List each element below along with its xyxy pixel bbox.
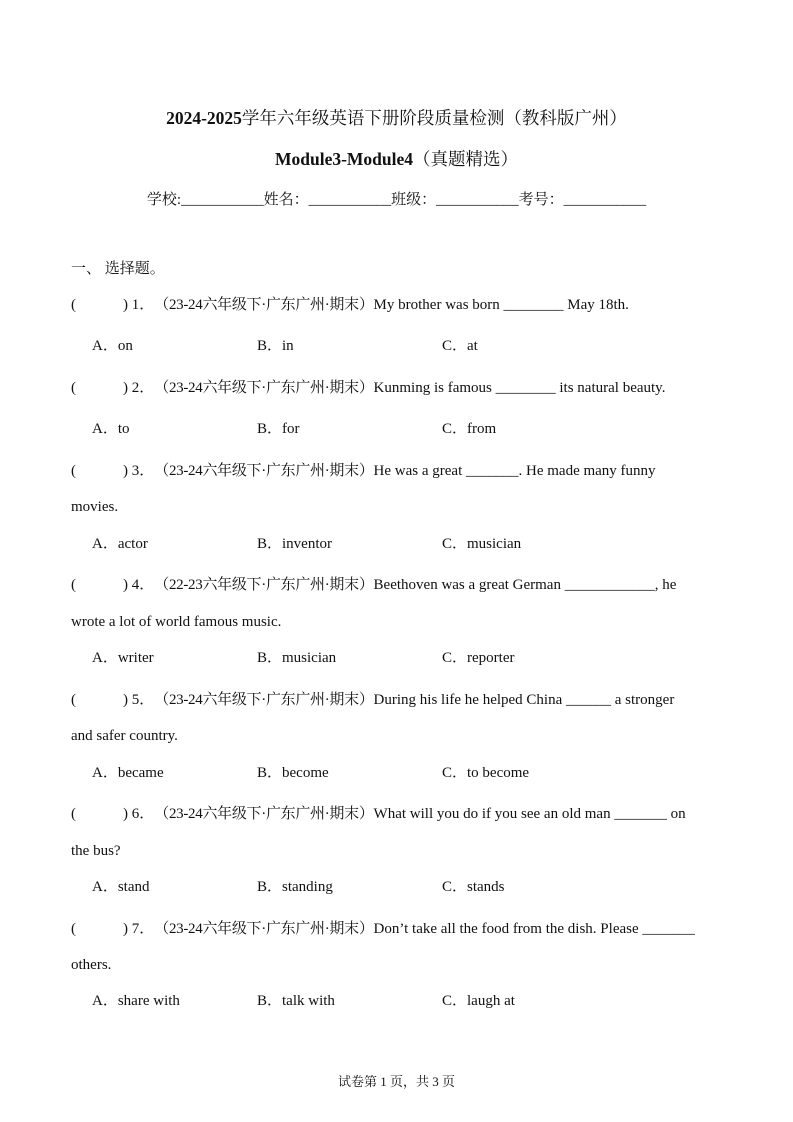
question-source: （23-24六年级下·广东广州·期末） bbox=[154, 463, 374, 479]
question-7 bbox=[71, 918, 731, 940]
question-4 bbox=[71, 574, 731, 596]
question-1 bbox=[71, 294, 731, 316]
question-source: （23-24六年级下·广东广州·期末） bbox=[154, 297, 374, 313]
page-footer: 试卷第 1 页，共 3 页 bbox=[337, 1074, 455, 1089]
question-source: （23-24六年级下·广东广州·期末） bbox=[154, 806, 374, 822]
option-b: B．become bbox=[257, 765, 329, 781]
question-source: （23-24六年级下·广东广州·期末） bbox=[154, 692, 374, 708]
question-number: ) 5． bbox=[123, 692, 155, 708]
option-a: A．became bbox=[92, 765, 164, 781]
question-continuation: wrote a lot of world famous music. bbox=[71, 614, 282, 630]
option-b: B．inventor bbox=[257, 536, 332, 552]
student-info-line: 学校:___________姓名：___________班级：___________考号：___________ bbox=[146, 192, 647, 208]
option-b: B．in bbox=[257, 338, 294, 354]
document-title bbox=[0, 106, 793, 130]
option-a: A．share with bbox=[92, 993, 180, 1009]
question-continuation: others. bbox=[71, 957, 112, 973]
option-b: B．for bbox=[257, 421, 300, 437]
question-text: Kunming is famous ________ its natural beauty. bbox=[373, 380, 666, 396]
question-text: He was a great _______. He made many funny bbox=[373, 463, 656, 479]
option-c: C．stands bbox=[442, 879, 505, 895]
question-number: ) 4． bbox=[123, 577, 155, 593]
question-text: My brother was born ________ May 18th. bbox=[373, 297, 629, 313]
question-text: Don’t take all the food from the dish. Please _______ bbox=[373, 921, 695, 937]
answer-paren: ( bbox=[71, 463, 76, 479]
question-source: （22-23六年级下·广东广州·期末） bbox=[154, 577, 374, 593]
options-7 bbox=[92, 990, 712, 1012]
option-c: C．from bbox=[442, 421, 497, 437]
option-a: A．stand bbox=[92, 879, 150, 895]
section-title: 一、 选择题。 bbox=[71, 261, 165, 277]
option-c: C．laugh at bbox=[442, 993, 515, 1009]
option-a: A．writer bbox=[92, 650, 154, 666]
question-continuation: and safer country. bbox=[71, 728, 178, 744]
options-5 bbox=[92, 762, 712, 784]
option-a: A．actor bbox=[92, 536, 148, 552]
option-c: C．musician bbox=[442, 536, 522, 552]
answer-paren: ( bbox=[71, 380, 76, 396]
question-text: What will you do if you see an old man _______ on bbox=[373, 806, 686, 822]
options-3 bbox=[92, 533, 712, 555]
title-year: 2024-2025 bbox=[166, 108, 242, 128]
question-number: ) 3． bbox=[123, 463, 155, 479]
option-c: C．reporter bbox=[442, 650, 515, 666]
option-c: C．to become bbox=[442, 765, 530, 781]
option-c: C．at bbox=[442, 338, 478, 354]
answer-paren: ( bbox=[71, 921, 76, 937]
question-text: During his life he helped China ______ a stronger bbox=[373, 692, 675, 708]
question-text: Beethoven was a great German ____________, he bbox=[373, 577, 677, 593]
question-3 bbox=[71, 460, 731, 482]
subtitle-text: （真题精选） bbox=[413, 149, 519, 169]
option-b: B．standing bbox=[257, 879, 333, 895]
question-number: ) 1． bbox=[123, 297, 155, 313]
option-b: B．musician bbox=[257, 650, 337, 666]
options-2 bbox=[92, 418, 712, 440]
title-text: 学年六年级英语下册阶段质量检测（教科版广州） bbox=[241, 108, 627, 128]
options-4 bbox=[92, 647, 712, 669]
question-6 bbox=[71, 803, 731, 825]
question-source: （23-24六年级下·广东广州·期末） bbox=[154, 380, 374, 396]
options-1 bbox=[92, 335, 712, 357]
document-subtitle bbox=[0, 147, 793, 171]
option-a: A．on bbox=[92, 338, 133, 354]
question-continuation: the bus? bbox=[71, 843, 121, 859]
option-b: B．talk with bbox=[257, 993, 335, 1009]
option-a: A．to bbox=[92, 421, 130, 437]
question-5 bbox=[71, 689, 731, 711]
subtitle-modules: Module3-Module4 bbox=[274, 149, 414, 169]
answer-paren: ( bbox=[71, 297, 76, 313]
answer-paren: ( bbox=[71, 692, 76, 708]
question-2 bbox=[71, 377, 731, 399]
options-6 bbox=[92, 876, 712, 898]
question-source: （23-24六年级下·广东广州·期末） bbox=[154, 921, 374, 937]
question-continuation: movies. bbox=[71, 499, 119, 515]
question-number: ) 7． bbox=[123, 921, 155, 937]
question-number: ) 2． bbox=[123, 380, 155, 396]
question-number: ) 6． bbox=[123, 806, 155, 822]
answer-paren: ( bbox=[71, 577, 76, 593]
answer-paren: ( bbox=[71, 806, 76, 822]
